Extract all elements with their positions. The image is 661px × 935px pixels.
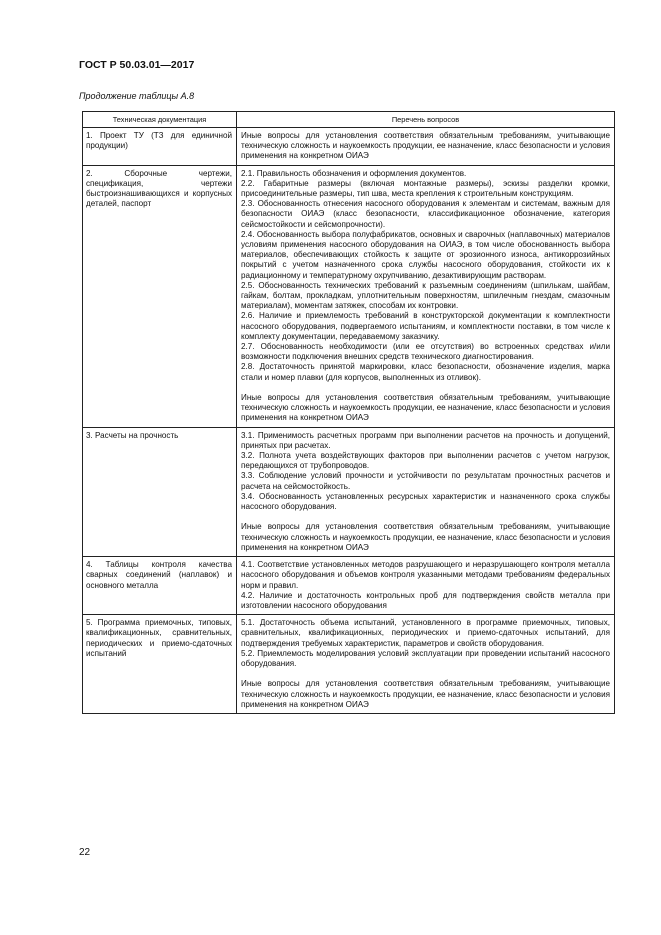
question-item: 3.4. Обоснованность установленных ресурсных характеристик и назначенного срока службы насосного оборудования. [241,491,610,512]
column-header-documentation: Техническая документация [83,112,237,128]
question-item: 3.3. Соблюдение условий прочности и устойчивости по результатам прочностных расчетов и расчета на сейсмостойкость. [241,471,610,491]
question-item: 5.1. Достаточность объема испытаний, установленного в программе приемочных, типовых, сравнительных, квалификационных, периодических и приемо-сдаточных испытаний, для подтверждения требуемых характеристик, параметров и свойств оборудования. [241,618,610,648]
questions-cell [237,165,615,427]
paragraph-spacer [241,383,610,393]
documentation-cell: 2. Сборочные чертежи, спецификация, чертежи быстроизнашивающихся и корпусных деталей, паспорт [83,165,237,427]
documentation-cell: 1. Проект ТУ (ТЗ для единичной продукции) [83,128,237,166]
question-item: 2.4. Обоснованность выбора полуфабрикатов, основных и сварочных (наплавочных) материалов условиям применения насосного оборудования на ОИАЭ, в том числе обоснованность выбора материалов, обеспечивающих стойкость к защите от эрозионного износа, антикоррозийных покрытий с учетом назначенного срока службы насосного оборудования, стойкости их к радиационному и температурному охрупчиванию, дезактивирующим растворам. [241,229,610,280]
question-item: 2.6. Наличие и приемлемость требований в конструкторской документации к комплектности насосного оборудования, подвергаемого испытаниям, и комплектности поставки, в том числе к комплекту документации, передаваемому заказчику. [241,311,610,341]
table-row [83,128,615,166]
question-item: Иные вопросы для установления соответствия обязательным требованиям, учитывающие техническую сложность и наукоемкость продукции, ее назначение, класс безопасности и условия применения на конкретном ОИАЭ [241,679,610,709]
questions-cell [237,557,615,615]
table-header-row [83,112,615,128]
table-row [83,427,615,556]
page-number: 22 [79,847,91,858]
paragraph-spacer [241,512,610,522]
questions-cell [237,128,615,166]
documentation-cell: 3. Расчеты на прочность [83,427,237,556]
question-item: Иные вопросы для установления соответствия обязательным требованиям, учитывающие техническую сложность и наукоемкость продукции, ее назначение, класс безопасности и условия применения на конкретном ОИАЭ [241,131,610,161]
question-item: 3.1. Применимость расчетных программ при выполнении расчетов на прочность и допущений, принятых при расчетах. [241,430,610,450]
table-body [83,128,615,714]
question-item: 2.8. Достаточность принятой маркировки, класс безопасности, обозначение изделия, марка стали и номер плавки (для корпусов, выполненных из отливок). [241,362,610,382]
questions-cell [237,615,615,714]
document-code: ГОСТ Р 50.03.01—2017 [79,59,195,71]
column-header-questions: Перечень вопросов [237,112,615,128]
question-item: 2.5. Обоснованность технических требований к разъемным соединениям (шпилькам, шайбам, гайкам, болтам, прокладкам, уплотнительным поверхностям, шпилечным гнездам, смазочным материалам), моментам затяжек, способам их контровки. [241,280,610,311]
question-item: Иные вопросы для установления соответствия обязательным требованиям, учитывающие техническую сложность и наукоемкость продукции, ее назначение, класс безопасности и условия применения на конкретном ОИАЭ [241,522,610,552]
table-row [83,165,615,427]
requirements-table [82,111,615,714]
question-item: 2.7. Обоснованность необходимости (или ее отсутствия) во встроенных средствах и/или возможности подключения внешних средств технического диагностирования. [241,342,610,362]
question-item: 4.2. Наличие и достаточность контрольных проб для подтверждения свойств металла при изготовлении насосного оборудования [241,590,610,610]
question-item: 4.1. Соответствие установленных методов разрушающего и неразрушающего контроля металла насосного оборудования и объемов контроля указанными методами требованиям федеральных норм и правил. [241,560,610,590]
question-item: 2.2. Габаритные размеры (включая монтажные размеры), эскизы разделки кромки, присоединительные размеры, тип шва, места крепления к строительным конструкциям. [241,178,610,199]
paragraph-spacer [241,669,610,679]
question-item: 5.2. Приемлемость моделирования условий эксплуатации при проведении испытаний насосного оборудования. [241,648,610,668]
questions-cell [237,427,615,556]
question-item: Иные вопросы для установления соответствия обязательным требованиям, учитывающие техническую сложность и наукоемкость продукции, ее назначение, класс безопасности и условия применения на конкретном ОИАЭ [241,393,610,423]
question-item: 2.1. Правильность обозначения и оформления документов. [241,168,467,178]
table-row [83,557,615,615]
question-item: 3.2. Полнота учета воздействующих факторов при выполнении расчетов с учетом нагрузок, передающихся от трубопроводов. [241,451,610,471]
table-row [83,615,615,714]
documentation-cell: 5. Программа приемочных, типовых, квалификационных, сравнительных, периодических и приемо-сдаточных испытаний [83,615,237,714]
documentation-cell: 4. Таблицы контроля качества сварных соединений (наплавок) и основного металла [83,557,237,615]
question-item: 2.3. Обоснованность отнесения насосного оборудования к элементам и системам, важным для безопасности ОИАЭ (класс безопасности, классификационное обозначение, категория сейсмостойкости и сейсмопрочности). [241,199,610,229]
table-caption: Продолжение таблицы А.8 [79,91,195,101]
